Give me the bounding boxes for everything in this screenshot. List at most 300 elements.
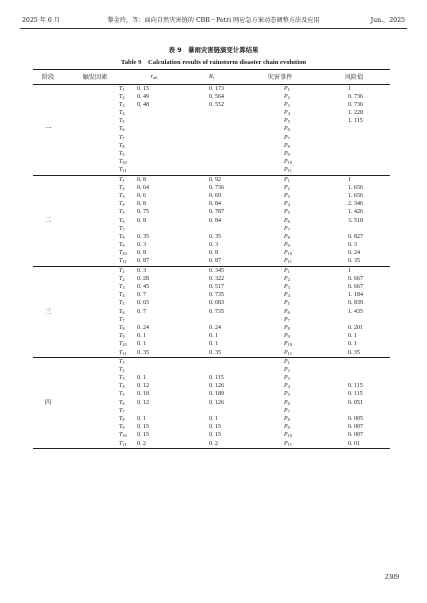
factor-subscript: 3 [122,285,125,291]
r-i-cell: 0. 126 [209,383,224,390]
r-i-cell [181,117,242,125]
r-i-cell [181,225,242,233]
factor-subscript: 9 [122,243,125,249]
table-header-row [33,70,390,85]
r-i-cell: 0. 189 [209,391,224,398]
disaster-event-cell: $P_4$ [284,383,290,390]
header-r-i-symbol: R [208,73,213,81]
r-i-cell [181,142,242,150]
table-row [33,390,390,398]
event-subscript: 9 [287,425,290,431]
trigger-factor-cell: $T_6$ [119,217,125,224]
factor-subscript: 4 [122,202,125,208]
trigger-factor-cell: $T_{10}$ [119,341,127,348]
event-subscript: 8 [287,326,290,332]
table-row [33,142,390,150]
r-ab-cell: 0. 48 [137,101,149,108]
r-ab-cell: 0. 8 [137,201,146,208]
factor-subscript: 1 [122,86,125,92]
r-ab-cell: 0. 1 [137,341,146,348]
disaster-event-cell: $P_6$ [284,308,290,315]
table-row [33,192,390,200]
event-subscript: 6 [287,309,290,315]
trigger-factor-cell: $T_1$ [119,85,125,92]
table-row [33,175,390,184]
table-row [33,241,390,249]
disaster-event-cell: $P_5$ [284,300,290,307]
r-ab-cell: 0. 2 [127,440,181,449]
factor-subscript: 5 [122,119,125,125]
disaster-event-cell: $P_{11}$ [242,349,318,358]
header-r-i [181,70,242,85]
event-subscript: 10 [287,433,293,439]
risk-value-cell [318,407,390,415]
r-ab-cell [127,109,181,117]
table-row [33,407,390,415]
r-i-cell: 0. 736 [209,184,224,191]
risk-value-cell: 0. 839 [348,300,363,307]
risk-value-cell: 0. 3 [348,242,357,249]
table-row [33,366,390,374]
event-subscript: 8 [287,417,290,423]
risk-value-cell: 0. 667 [348,275,363,282]
r-i-cell: 0. 345 [209,267,224,274]
r-ab-cell [127,134,181,142]
table-row [33,125,390,133]
r-ab-cell: 0. 45 [137,284,149,290]
r-ab-cell: 0. 28 [137,275,149,282]
event-subscript: 8 [287,235,290,241]
trigger-factor-cell: $T_{10}$ [119,432,127,439]
disaster-event-cell: $P_9$ [284,242,290,249]
risk-value-cell [318,134,390,142]
trigger-factor-cell: $T_2$ [119,275,125,282]
table-body [33,84,390,448]
event-subscript: 2 [287,94,290,100]
table-row [33,257,390,266]
table-row [33,200,390,208]
trigger-factor-cell: $T_3$ [119,101,125,109]
event-subscript: 5 [287,392,290,398]
header-risk-value: 风险值 [318,70,390,85]
disaster-event-cell: $P_9$ [284,151,290,158]
factor-subscript: 10 [122,433,127,439]
factor-subscript: 9 [122,152,125,158]
r-i-cell: 0. 15 [209,432,221,439]
event-subscript: 1 [287,177,290,183]
event-subscript: 11 [287,168,292,174]
factor-subscript: 7 [122,226,125,232]
r-i-cell: 0. 35 [209,233,221,240]
event-subscript: 6 [287,127,290,133]
risk-value-cell: 0. 201 [348,324,363,331]
event-subscript: 2 [287,185,290,191]
risk-value-cell: 1. 435 [348,308,363,315]
table-row [33,299,390,307]
table-caption-english: Table 9 Calculation results of rainstorm disaster chain evolution [120,59,307,66]
event-subscript: 3 [287,285,290,291]
factor-subscript: 8 [122,144,125,149]
risk-value-cell [318,166,390,175]
r-ab-cell [127,357,181,366]
header-r-ab-subscript: ab [153,75,158,81]
factor-subscript: 8 [122,235,125,241]
factor-subscript: 11 [122,168,127,174]
risk-value-cell [318,366,390,374]
header-disaster-event: 灾害事件 [242,70,318,85]
table-row [33,158,390,166]
trigger-factor-cell: $T_7$ [119,407,125,414]
trigger-factor-cell: $T_5$ [119,118,125,125]
table-row [33,101,390,109]
risk-value-cell [318,316,390,324]
disaster-event-cell: $P_8$ [284,233,290,241]
table-row [33,357,390,366]
r-ab-cell: 0. 8 [137,217,146,224]
r-i-cell: 0. 15 [209,424,221,431]
r-i-cell: 0. 322 [209,275,224,282]
disaster-event-cell: $P_{10}$ [284,159,293,166]
risk-value-cell: 1 [348,85,351,92]
r-ab-cell: 0. 8 [137,176,146,183]
factor-subscript: 10 [122,251,127,257]
r-ab-cell: 0. 35 [127,349,181,358]
factor-subscript: 11 [122,441,127,447]
table-row [33,150,390,158]
r-ab-cell: 0. 3 [137,242,146,249]
disaster-event-cell: $P_8$ [284,142,290,149]
event-subscript: 9 [287,243,290,249]
disaster-event-cell: $P_3$ [284,284,290,291]
event-subscript: 5 [287,301,290,307]
r-ab-cell: 0. 6 [137,192,146,199]
table-row [33,382,390,390]
disaster-event-cell: $P_7$ [284,316,290,323]
event-subscript: 5 [287,119,290,125]
r-ab-cell: 0. 49 [137,93,149,100]
r-ab-cell: 0. 8 [137,250,146,257]
disaster-event-cell: $P_3$ [284,192,290,200]
table-row [33,291,390,299]
event-subscript: 4 [287,202,290,208]
r-i-cell: 0. 735 [209,308,224,315]
r-i-cell: 0. 84 [209,217,221,224]
disaster-event-cell: $P_2$ [284,366,290,374]
disaster-event-cell: $P_5$ [284,391,290,398]
r-i-cell: 0. 35 [181,349,242,358]
risk-value-cell: 0. 115 [348,391,363,398]
factor-subscript: 4 [122,384,125,390]
trigger-factor-cell: $T_8$ [119,416,125,423]
header-trigger-factor: 触发因素 [63,70,127,85]
factor-subscript: 1 [122,359,125,365]
table-row [33,308,390,316]
trigger-factor-cell: $T_7$ [119,316,125,323]
trigger-factor-cell: $T_6$ [119,308,125,315]
table-row [33,208,390,216]
table-row [33,423,390,431]
r-ab-cell [127,407,181,415]
trigger-factor-cell: $T_8$ [119,142,125,149]
table-caption-chinese: 表 9 暴雨灾害链演变计算结果 [168,46,259,54]
r-i-cell: 0. 69 [209,192,221,199]
disaster-event-cell: $P_7$ [284,134,290,141]
risk-value-cell [318,158,390,166]
event-subscript: 1 [287,86,290,92]
event-subscript: 9 [287,334,290,340]
r-i-cell: 0. 517 [209,284,224,290]
event-subscript: 4 [287,293,290,299]
factor-subscript: 5 [122,301,125,307]
risk-value-cell: 0. 24 [348,250,360,257]
risk-value-cell: 0. 736 [348,93,363,100]
risk-value-cell: 1 [348,267,351,274]
risk-value-cell: 0. 736 [348,101,363,108]
disaster-event-cell: $P_{10}$ [284,250,293,257]
risk-value-cell: 1. 184 [348,292,363,299]
r-ab-cell [127,225,181,233]
r-i-cell [181,150,242,158]
disaster-event-cell: $P_{11}$ [242,440,318,449]
disaster-event-cell: $P_{11}$ [242,257,318,266]
event-subscript: 9 [287,152,290,158]
factor-subscript: 9 [122,334,125,340]
table-row [33,184,390,192]
risk-value-cell: 0. 1 [348,341,357,348]
risk-value-cell: 2. 346 [348,201,363,208]
trigger-factor-cell: $T_6$ [119,399,125,406]
factor-subscript: 8 [122,326,125,332]
factor-subscript: 1 [122,268,125,274]
factor-subscript: 3 [122,194,125,200]
disaster-event-cell: $P_9$ [284,424,290,431]
running-header [20,14,407,29]
r-i-cell [181,407,242,415]
trigger-factor-cell: $T_8$ [119,233,125,241]
factor-subscript: 5 [122,392,125,398]
table-row [33,266,390,275]
disaster-event-cell: $P_{11}$ [242,166,318,175]
r-i-cell: 0. 2 [181,440,242,449]
r-ab-cell: 0. 7 [137,308,146,315]
stage-cell: 三 [33,266,63,357]
event-subscript: 10 [287,342,293,348]
table-row [33,225,390,233]
event-subscript: 6 [287,218,290,224]
factor-subscript: 6 [122,218,125,224]
trigger-factor-cell: $T_1$ [119,358,125,365]
disaster-event-cell: $P_1$ [284,267,290,274]
risk-value-cell: 0. 051 [348,399,363,406]
risk-value-cell: 1. 656 [348,192,363,199]
trigger-factor-cell: $T_5$ [119,391,125,398]
event-subscript: 7 [287,409,290,414]
r-i-cell [181,316,242,324]
stage-cell: 四 [33,357,63,448]
r-i-cell [181,134,242,142]
event-subscript: 1 [287,268,290,274]
risk-value-cell: 1 [348,176,351,183]
header-date: 2025 年 6 月 [22,17,60,24]
r-i-cell: 0. 84 [209,201,221,208]
trigger-factor-cell: $T_3$ [119,192,125,200]
r-i-cell: 0. 735 [209,292,224,299]
trigger-factor-cell: $T_4$ [119,110,125,117]
trigger-factor-cell: $T_{11}$ [63,349,127,358]
risk-value-cell: 3. 518 [348,217,363,224]
factor-subscript: 6 [122,309,125,315]
r-i-cell: 0. 87 [181,257,242,266]
table-row [33,431,390,439]
r-ab-cell: 0. 12 [137,399,149,406]
risk-value-cell [318,150,390,158]
r-ab-cell [127,158,181,166]
results-table [33,69,390,449]
trigger-factor-cell: $T_7$ [119,134,125,141]
event-subscript: 7 [287,317,290,323]
stage-cell: 二 [33,175,63,266]
trigger-factor-cell: $T_4$ [119,383,125,390]
r-i-cell: 0. 3 [209,242,218,249]
table-row [33,316,390,324]
risk-value-cell: 0. 007 [348,432,363,439]
factor-subscript: 10 [122,160,127,166]
disaster-event-cell: $P_4$ [284,292,290,299]
table-row [33,324,390,332]
r-ab-cell: 0. 15 [137,432,149,439]
disaster-event-cell: $P_3$ [284,101,290,109]
r-ab-cell: 0. 1 [137,416,146,422]
factor-subscript: 3 [122,103,125,109]
risk-value-cell: 0. 005 [348,416,363,422]
factor-subscript: 2 [122,94,125,100]
r-i-cell: 0. 92 [209,176,221,183]
table-row [33,399,390,407]
table-row [33,349,390,358]
disaster-event-cell: $P_5$ [284,209,290,216]
trigger-factor-cell: $T_{11}$ [63,166,127,175]
disaster-event-cell: $P_1$ [284,176,290,183]
r-ab-cell [127,117,181,125]
page-number: 2309 [384,573,399,581]
factor-subscript: 4 [122,293,125,299]
r-ab-cell [127,142,181,150]
risk-value-cell [318,357,390,366]
trigger-factor-cell: $T_1$ [119,176,125,183]
trigger-factor-cell: $T_3$ [119,375,125,382]
header-r-i-subscript: i [212,75,214,81]
header-r-ab-symbol: r [150,73,154,81]
trigger-factor-cell: $T_9$ [119,424,125,431]
r-ab-cell: 0. 1 [137,333,146,340]
r-ab-cell: 0. 65 [137,300,149,307]
trigger-factor-cell: $T_1$ [119,267,125,274]
trigger-factor-cell: $T_{10}$ [119,250,127,257]
trigger-factor-cell: $T_2$ [119,366,125,374]
risk-value-cell: 0. 35 [318,349,390,358]
event-subscript: 7 [287,135,290,141]
disaster-event-cell: $P_5$ [284,118,290,125]
r-ab-cell: 0. 12 [137,383,149,390]
factor-subscript: 2 [122,277,125,282]
r-ab-cell: 0. 18 [137,391,149,398]
r-ab-cell: 0. 3 [137,267,146,274]
table-row [33,109,390,117]
event-subscript: 10 [287,251,293,257]
disaster-event-cell: $P_4$ [284,201,290,208]
risk-value-cell: 0. 01 [318,440,390,449]
table-row [33,217,390,225]
factor-subscript: 11 [122,350,127,356]
r-i-cell: 0. 564 [209,93,224,100]
r-i-cell: 0. 683 [209,300,224,307]
disaster-event-cell: $P_9$ [284,333,290,340]
r-i-cell [181,166,242,175]
trigger-factor-cell: $T_7$ [119,225,125,232]
header-date-en: Jun.，2025 [370,17,405,24]
table-row [33,166,390,175]
event-subscript: 5 [287,210,290,216]
event-subscript: 11 [287,350,292,356]
risk-value-cell [318,374,390,382]
r-ab-cell [127,125,181,133]
risk-value-cell: 1. 228 [348,110,363,117]
risk-value-cell [318,225,390,233]
trigger-factor-cell: $T_9$ [119,333,125,340]
r-ab-cell: 0. 15 [137,424,149,431]
r-i-cell [181,109,242,117]
r-i-cell [181,357,242,366]
event-subscript: 1 [287,359,290,365]
trigger-factor-cell: $T_8$ [119,324,125,332]
risk-value-cell: 0. 667 [348,284,363,290]
r-ab-cell: 0. 87 [127,257,181,266]
table-row [33,134,390,142]
trigger-factor-cell: $T_9$ [119,242,125,249]
r-ab-cell [127,366,181,374]
disaster-event-cell: $P_2$ [284,93,290,100]
factor-subscript: 7 [122,409,125,414]
stage-cell: 一 [33,84,63,175]
disaster-event-cell: $P_6$ [284,126,290,133]
factor-subscript: 10 [122,342,127,348]
table-row [33,374,390,382]
risk-value-cell: 1. 426 [348,209,363,216]
table-row [33,233,390,241]
results-table-container [33,69,390,449]
disaster-event-cell: $P_2$ [284,275,290,282]
risk-value-cell [318,142,390,150]
r-ab-cell: 0. 15 [137,85,149,92]
trigger-factor-cell: $T_{11}$ [63,440,127,449]
disaster-event-cell: $P_6$ [284,217,290,224]
factor-subscript: 6 [122,127,125,133]
table-row [33,440,390,449]
trigger-factor-cell: $T_4$ [119,201,125,208]
risk-value-cell: 1. 656 [348,184,363,191]
table-row [33,415,390,423]
risk-value-cell: 0. 115 [348,383,363,390]
table-row [33,275,390,283]
factor-subscript: 7 [122,317,125,323]
event-subscript: 6 [287,400,290,406]
risk-value-cell: 0. 35 [318,257,390,266]
r-ab-cell: 0. 64 [137,184,149,191]
header-stage: 阶段 [33,70,63,85]
event-subscript: 3 [287,376,290,382]
disaster-event-cell: $P_1$ [284,85,290,92]
r-i-cell: 0. 1 [209,333,218,340]
